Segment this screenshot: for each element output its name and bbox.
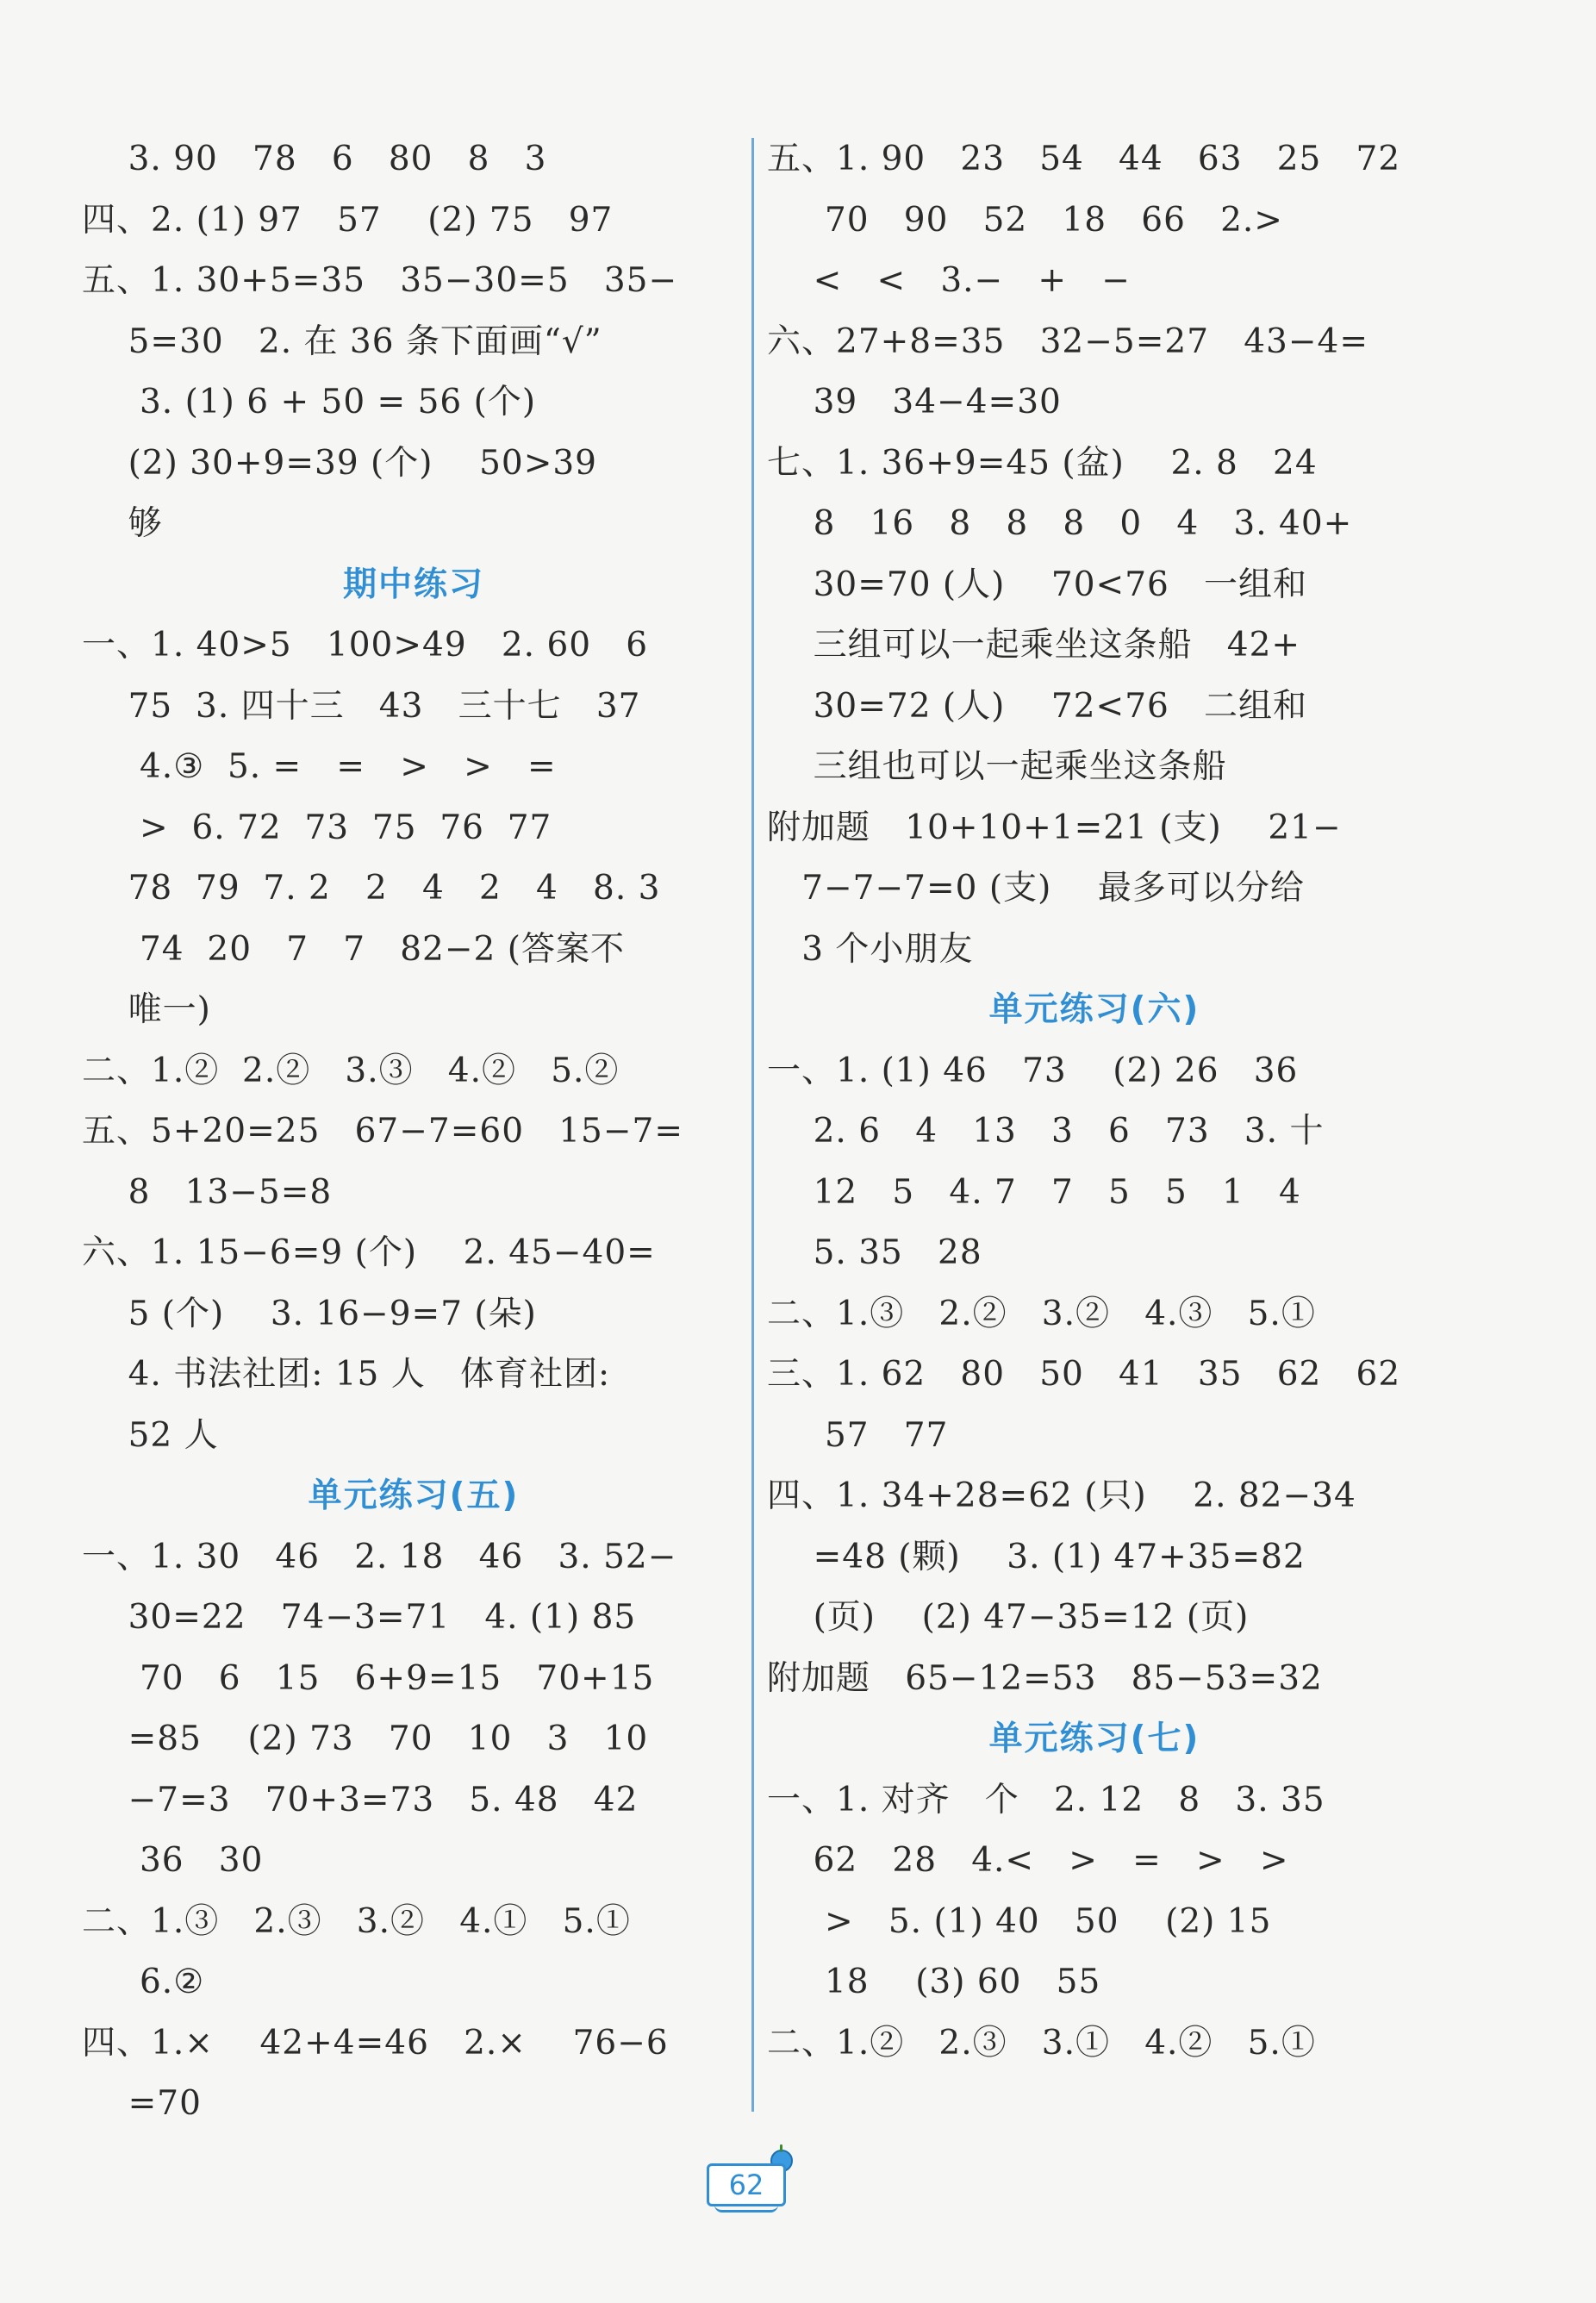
answer-line: 5. 35 28 [767,1233,982,1272]
answer-line: 30=72 (人) 72<76 二组和 [767,686,1308,726]
answer-line: 附加题 65−12=53 85−53=32 [767,1658,1323,1698]
section-heading: 单元练习(七) [988,1719,1200,1758]
answer-line: 二、1.② 2.③ 3.① 4.② 5.① [767,2023,1316,2063]
answer-line: 70 90 52 18 66 2.> [767,200,1283,240]
left-column [82,129,745,2135]
answer-line: 62 28 4.< > = > > [767,1841,1289,1880]
answer-line: 四、2. (1) 97 57 (2) 75 97 [82,200,614,240]
answer-line: 四、1.× 42+4=46 2.× 76−6 [82,2023,669,2063]
answer-line: 三组可以一起乘坐这条船 42+ [767,626,1301,665]
answer-line: 5 (个) 3. 16−9=7 (朵) [82,1294,537,1333]
answer-line: 一、1. 对齐 个 2. 12 8 3. 35 [767,1780,1325,1819]
answer-line: 5=30 2. 在 36 条下面画“√” [82,321,602,361]
answer-line: 三组也可以一起乘坐这条船 [767,747,1227,786]
answer-line: 一、1. 40>5 100>49 2. 60 6 [82,626,649,665]
answer-line: 六、1. 15−6=9 (个) 2. 45−40= [82,1233,656,1272]
answer-line: 五、1. 90 23 54 44 63 25 72 [767,140,1401,178]
answer-line: 五、5+20=25 67−7=60 15−7= [82,1112,684,1151]
answer-line: 30=22 74−3=71 4. (1) 85 [82,1598,637,1637]
book-icon [714,2205,778,2213]
answer-line: 3. (1) 6 + 50 = 56 (个) [82,383,537,421]
right-column [767,129,1422,2074]
answer-line: > 6. 72 73 75 76 77 [82,808,552,847]
answer-line: =85 (2) 73 70 10 3 10 [82,1719,649,1758]
answer-line: < < 3.− + − [767,261,1131,300]
answer-line: 一、1. 30 46 2. 18 46 3. 52− [82,1537,677,1576]
answer-line: 一、1. (1) 46 73 (2) 26 36 [767,1051,1299,1090]
page-number-badge [707,2163,786,2206]
answer-line: 二、1.③ 2.② 3.② 4.③ 5.① [767,1294,1316,1333]
answer-line: > 5. (1) 40 50 (2) 15 [767,1901,1272,1941]
answer-line: 70 6 15 6+9=15 70+15 [82,1658,655,1698]
answer-line: 30=70 (人) 70<76 一组和 [767,565,1308,604]
answer-line: 六、27+8=35 32−5=27 43−4= [767,321,1369,361]
answer-line: 3 个小朋友 [767,929,974,969]
answer-line: 4.③ 5. = = > > = [82,747,557,786]
column-divider [751,138,754,2112]
answer-line: 四、1. 34+28=62 (只) 2. 82−34 [767,1476,1356,1515]
answer-line: 二、1.② 2.② 3.③ 4.② 5.② [82,1051,620,1090]
answer-line: (2) 30+9=39 (个) 50>39 [82,443,597,483]
answer-line: 8 16 8 8 8 0 4 3. 40+ [767,504,1353,543]
answer-line: 8 13−5=8 [82,1172,333,1212]
section-heading: 单元练习(五) [308,1476,520,1515]
answer-line: 二、1.③ 2.③ 3.② 4.① 5.① [82,1901,631,1941]
answer-line: 七、1. 36+9=45 (盆) 2. 8 24 [767,443,1318,483]
answer-line: 够 [82,504,163,543]
answer-line: 52 人 [82,1415,219,1455]
answer-line: 36 30 [82,1841,264,1880]
answer-line: (页) (2) 47−35=12 (页) [767,1598,1250,1637]
answer-line: 6.② [82,1963,205,2001]
answer-line: 12 5 4. 7 7 5 5 1 4 [767,1172,1301,1212]
answer-line: −7=3 70+3=73 5. 48 42 [82,1780,639,1819]
answer-line: 75 3. 四十三 43 三十七 37 [82,686,641,726]
answer-line: 18 (3) 60 55 [767,1963,1101,2001]
section-heading: 期中练习 [342,565,484,604]
answer-line: 三、1. 62 80 50 41 35 62 62 [767,1355,1401,1394]
answer-line: =48 (颗) 3. (1) 47+35=82 [767,1537,1306,1576]
answer-line: 74 20 7 7 82−2 (答案不 [82,929,625,969]
answer-line: 附加题 10+10+1=21 (支) 21− [767,808,1342,847]
page-number: 62 [728,2169,764,2201]
answer-line: 五、1. 30+5=35 35−30=5 35− [82,261,678,300]
answer-line: =70 [82,2084,202,2123]
section-heading: 单元练习(六) [988,990,1200,1029]
answer-line: 2. 6 4 13 3 6 73 3. 十 [767,1112,1325,1151]
answer-line: 57 77 [767,1415,949,1455]
answer-line: 4. 书法社团: 15 人 体育社团: [82,1355,611,1394]
answer-line: 唯一) [82,990,211,1029]
answer-line: 3. 90 78 6 80 8 3 [82,140,547,178]
answer-line: 39 34−4=30 [767,383,1062,421]
answer-line: 78 79 7. 2 2 4 2 4 8. 3 [82,869,661,908]
answer-line: 7−7−7=0 (支) 最多可以分给 [767,869,1305,908]
